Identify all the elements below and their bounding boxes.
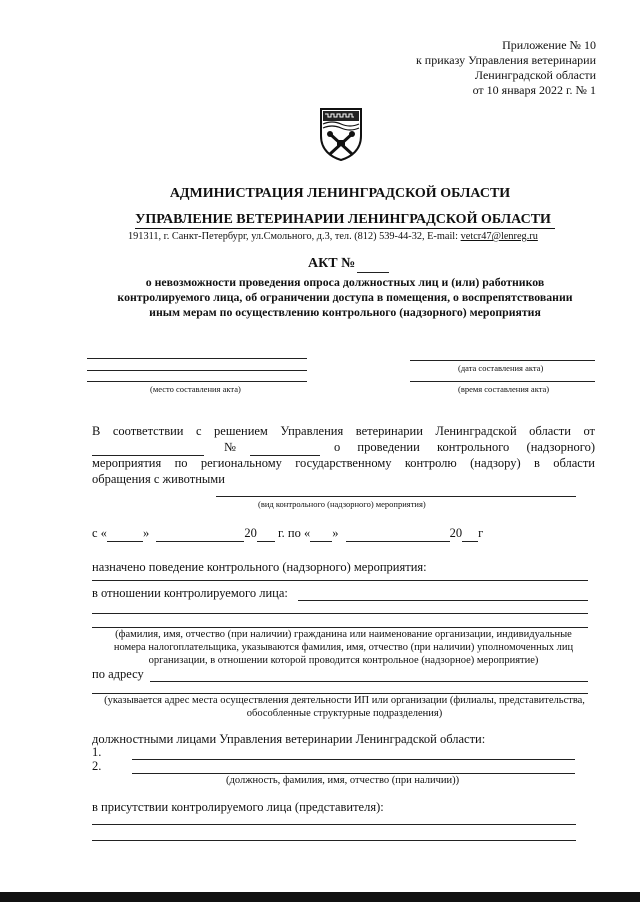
person-caption-2: номера налогоплательщика, указываются фамилия, имя, отчество (при наличии) уполномоченных лиц xyxy=(113,642,574,653)
act-subtitle-line-2: контролируемого лица, об ограничении доступа в помещения, о воспрепятствовании xyxy=(117,290,573,304)
place-field-2[interactable] xyxy=(87,370,307,371)
decision-number-label: № xyxy=(224,440,236,454)
org-email-link[interactable]: vetcr47@lenreg.ru xyxy=(460,231,538,242)
appendix-line-1: Приложение № 10 xyxy=(502,38,596,52)
place-field-1[interactable] xyxy=(87,358,307,359)
act-subtitle-line-1: о невозможности проведения опроса должностных лиц и (или) работников xyxy=(145,275,545,289)
decision-line-1 xyxy=(92,424,595,439)
regarding-label: в отношении контролируемого лица: xyxy=(92,586,288,600)
place-caption: (место составления акта) xyxy=(150,384,241,394)
appendix-block xyxy=(416,38,596,98)
period-from-label: с « xyxy=(92,526,107,540)
time-field[interactable] xyxy=(410,381,595,382)
presence-label: в присутствии контролируемого лица (представителя): xyxy=(92,800,384,814)
address-caption xyxy=(92,694,597,720)
address-caption-2: обособленные структурные подразделения) xyxy=(246,708,443,719)
period-from-close: » xyxy=(142,526,150,540)
person-caption-1: (фамилия, имя, отчество (при наличии) гражданина или наименование организации, индивидуальные xyxy=(115,629,572,640)
header-divider xyxy=(135,228,555,229)
period-to-year: 20 xyxy=(449,526,463,540)
decision-about-text: о проведении контрольного (надзорного) xyxy=(333,440,595,454)
address-field-1[interactable] xyxy=(150,681,588,682)
address-label: по адресу xyxy=(92,667,144,681)
official-field-1[interactable] xyxy=(132,759,575,760)
period-from-month[interactable] xyxy=(156,526,244,542)
regarding-field-2[interactable] xyxy=(92,613,588,614)
official-field-2[interactable] xyxy=(132,773,575,774)
period-g-label: г xyxy=(478,526,484,540)
regarding-field-1[interactable] xyxy=(298,600,588,601)
decision-line-2 xyxy=(92,440,595,456)
person-caption xyxy=(92,628,595,667)
event-type-field[interactable] xyxy=(216,496,576,497)
period-to-year-field[interactable] xyxy=(462,526,478,542)
org-address-text: 191311, г. Санкт-Петербург, ул.Смольного, д.3, тел. (812) 539-44-32, E-mail: xyxy=(128,231,461,242)
time-caption: (время составления акта) xyxy=(458,384,550,394)
event-type-caption: (вид контрольного (надзорного) мероприятия) xyxy=(258,499,426,509)
period-to-day[interactable] xyxy=(310,526,332,542)
official-number-2: 2. xyxy=(92,759,102,773)
org-address xyxy=(128,231,538,242)
act-title xyxy=(308,256,389,273)
act-number-field[interactable] xyxy=(357,256,389,273)
period-to-label: г. по « xyxy=(277,526,311,540)
officials-caption: (должность, фамилия, имя, отчество (при наличии)) xyxy=(226,775,460,786)
org-name: АДМИНИСТРАЦИЯ ЛЕНИНГРАДСКОЙ ОБЛАСТИ xyxy=(169,186,511,201)
period-from-year-field[interactable] xyxy=(257,526,275,542)
period-to-month[interactable] xyxy=(346,526,450,542)
appendix-line-4: от 10 января 2022 г. № 1 xyxy=(472,83,596,97)
period-to-close: » xyxy=(332,526,339,540)
decision-text-1: В соответствии с решением Управления ветеринарии Ленинградской области от xyxy=(92,424,595,438)
period-from-year: 20 xyxy=(244,526,257,540)
page-bottom-border xyxy=(0,892,640,902)
act-title-text: АКТ № xyxy=(308,256,356,271)
assigned-field[interactable] xyxy=(92,580,588,581)
department-name: УПРАВЛЕНИЕ ВЕТЕРИНАРИИ ЛЕНИНГРАДСКОЙ ОБЛАСТИ xyxy=(135,212,551,227)
decision-line-4: обращения с животными xyxy=(92,472,225,486)
decision-text-3: мероприятия по региональному государственному контролю (надзору) в области xyxy=(92,456,595,470)
period-from-day[interactable] xyxy=(107,526,143,542)
coat-of-arms-icon xyxy=(318,106,364,162)
decision-date-field[interactable] xyxy=(92,440,204,456)
appendix-line-3: Ленинградской области xyxy=(474,68,596,82)
decision-number-field[interactable] xyxy=(250,440,320,456)
official-number-1: 1. xyxy=(92,745,102,759)
presence-field-1[interactable] xyxy=(92,824,576,825)
place-field-3[interactable] xyxy=(87,381,307,382)
act-subtitle-line-3: иным мерам по осуществлению контрольного (надзорного) мероприятия xyxy=(149,305,541,319)
presence-field-2[interactable] xyxy=(92,840,576,841)
officials-label: должностными лицами Управления ветеринарии Ленинградской области: xyxy=(92,732,486,746)
address-caption-1: (указывается адрес места осуществления деятельности ИП или организации (филиалы, представительства, xyxy=(104,695,585,706)
date-field[interactable] xyxy=(410,360,595,361)
date-caption: (дата составления акта) xyxy=(458,363,544,373)
appendix-line-2: к приказу Управления ветеринарии xyxy=(415,53,596,67)
act-subtitle xyxy=(90,275,600,320)
decision-line-3 xyxy=(92,456,595,471)
assigned-text: назначено поведение контрольного (надзорного) мероприятия: xyxy=(92,560,427,574)
person-caption-3: организации, в отношении которой проводится контрольное (надзорное) мероприятие) xyxy=(148,655,539,666)
period-line xyxy=(92,526,483,542)
